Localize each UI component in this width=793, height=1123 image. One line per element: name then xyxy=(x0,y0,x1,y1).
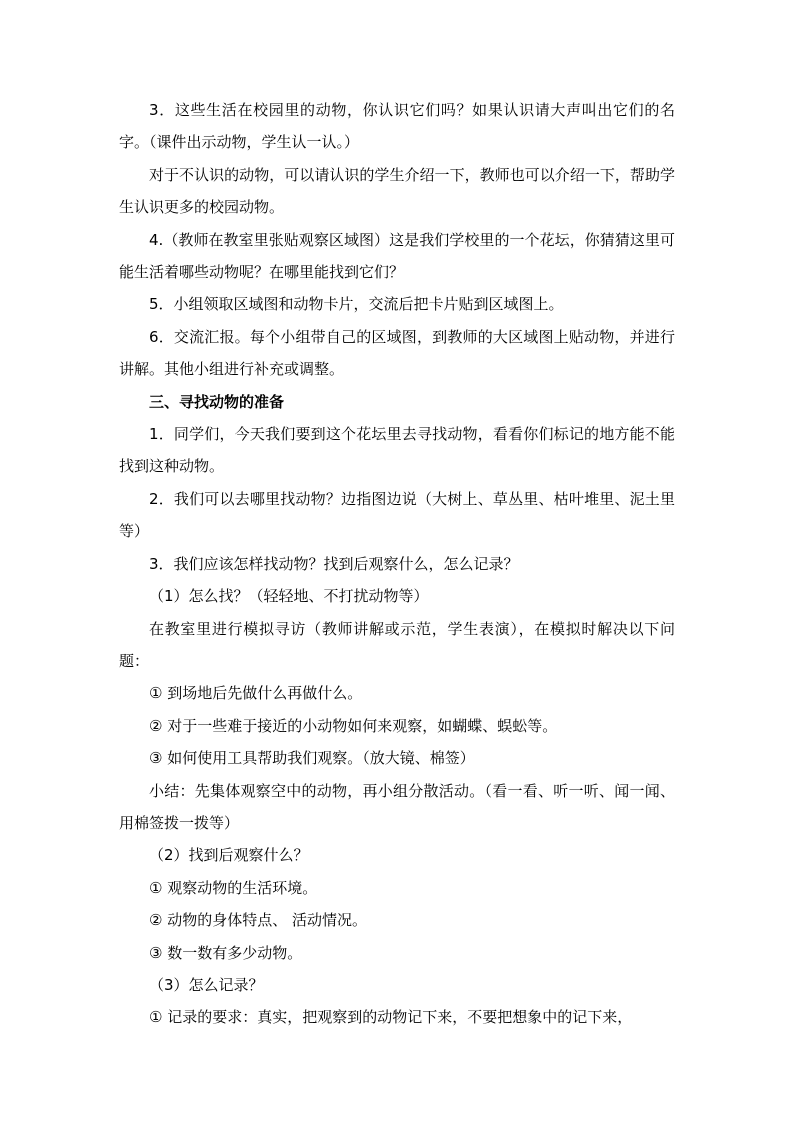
paragraph-prep-1: 1．同学们，今天我们要到这个花坛里去寻找动物，看看你们标记的地方能不能找到这种动物。 xyxy=(119,425,675,476)
subheading-what-to-observe: （2）找到后观察什么？ xyxy=(149,846,309,865)
list-item-find-1: ① 到场地后先做什么再做什么。 xyxy=(149,684,363,703)
paragraph-summary: 小结：先集体观察空中的动物，再小组分散活动。（看一看、听一听、闻一闻、用棉签拨一拨等） xyxy=(119,781,675,832)
list-item-observe-3: ③ 数一数有多少动物。 xyxy=(149,943,303,962)
paragraph-item-6-report: 6．交流汇报。每个小组带自己的区域图，到教师的大区域图上贴动物，并进行讲解。其他小组进行补充或调整。 xyxy=(119,327,675,379)
paragraph-prep-3: 3．我们应该怎样找动物？找到后观察什么，怎么记录？ xyxy=(149,554,519,573)
list-item-observe-1: ① 观察动物的生活环境。 xyxy=(149,878,318,897)
list-item-observe-2: ② 动物的身体特点、 活动情况。 xyxy=(149,911,367,930)
paragraph-item-4-observation-map: 4.（教师在教室里张贴观察区域图）这是我们学校里的一个花坛，你猜猜这里可能生活着哪些动物呢？在哪里能找到它们？ xyxy=(119,230,675,282)
paragraph-item-5-group-cards: 5．小组领取区域图和动物卡片，交流后把卡片贴到区域图上。 xyxy=(149,295,564,314)
document-body xyxy=(119,94,675,1034)
subheading-how-to-record: （3）怎么记录？ xyxy=(149,975,264,994)
paragraph-unknown-animals: 对于不认识的动物，可以请认识的学生介绍一下，教师也可以介绍一下，帮助学生认识更多的校园动物。 xyxy=(119,165,675,217)
list-item-find-3: ③ 如何使用工具帮助我们观察。（放大镜、棉签） xyxy=(149,749,475,768)
paragraph-item-3-recognize-animals: 3．这些生活在校园里的动物，你认识它们吗？如果认识请大声叫出它们的名字。（课件出示动物，学生认一认。） xyxy=(119,101,675,152)
subheading-how-to-find: （1）怎么找？（轻轻地、不打扰动物等） xyxy=(149,587,429,606)
paragraph-prep-2: 2．我们可以去哪里找动物？边指图边说（大树上、草丛里、枯叶堆里、泥土里等） xyxy=(119,489,675,541)
paragraph-simulation: 在教室里进行模拟寻访（教师讲解或示范，学生表演），在模拟时解决以下问题： xyxy=(119,619,675,670)
list-item-find-2: ② 对于一些难于接近的小动物如何来观察，如蝴蝶、蜈蚣等。 xyxy=(149,716,558,735)
list-item-record-1: ① 记录的要求：真实，把观察到的动物记下来，不要把想象中的记下来， xyxy=(149,1008,633,1027)
section-heading-preparation: 三、寻找动物的准备 xyxy=(149,392,285,411)
